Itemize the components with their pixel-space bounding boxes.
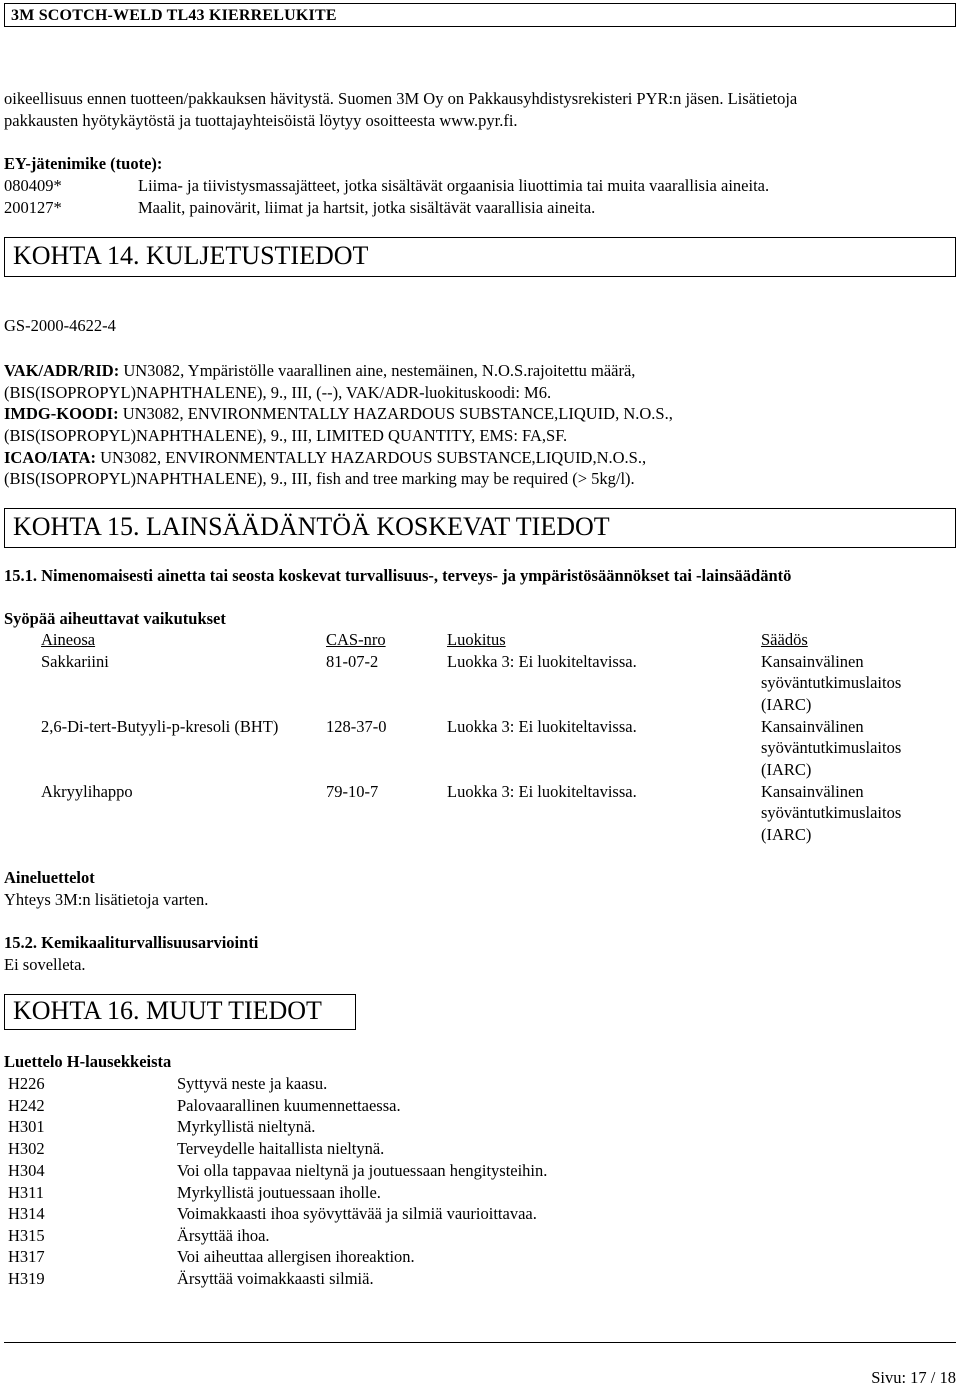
section-15-header: [4, 508, 956, 548]
h-code: H317: [8, 1247, 45, 1266]
table-cell-regulation: Kansainvälinen: [761, 782, 864, 801]
h-code: H304: [8, 1161, 45, 1180]
adr-line-1: [4, 360, 635, 382]
icao-label: ICAO/IATA:: [4, 448, 96, 467]
subsection-15-1: 15.1. Nimenomaisesti ainetta tai seosta koskevat turvallisuus-, terveys- ja ympäristösäännökset tai -lainsäädäntö: [4, 566, 792, 585]
table-cell-classification: Luokka 3: Ei luokiteltavissa.: [447, 782, 637, 801]
subsection-15-2: 15.2. Kemikaaliturvallisuusarviointi: [4, 933, 259, 952]
table-cell-regulation: syöväntutkimuslaitos: [761, 738, 902, 757]
icao-line-1: [4, 447, 646, 469]
table-header-substance: Aineosa: [41, 630, 96, 649]
footer-divider: [4, 1342, 956, 1343]
h-text: Syttyvä neste ja kaasu.: [177, 1074, 328, 1093]
table-header-classification: Luokitus: [447, 630, 506, 649]
imdg-line-2: (BIS(ISOPROPYL)NAPHTHALENE), 9., III, LIMITED QUANTITY, EMS: FA,SF.: [4, 426, 568, 445]
h-code: H226: [8, 1074, 45, 1093]
intro-line-1: oikeellisuus ennen tuotteen/pakkauksen hävitystä. Suomen 3M Oy on Pakkausyhdistysrekisteri PYR:n jäsen. Lisätietoja: [4, 89, 798, 108]
table-cell-cas: 128-37-0: [326, 717, 387, 736]
table-cell-regulation: Kansainvälinen: [761, 652, 864, 671]
h-code: H315: [8, 1226, 45, 1245]
adr-line-2: (BIS(ISOPROPYL)NAPHTHALENE), 9., III, (--), VAK/ADR-luokituskoodi: M6.: [4, 383, 552, 402]
waste-code: 200127*: [4, 198, 62, 217]
table-cell-substance: Akryylihappo: [41, 782, 133, 801]
section-15-title: KOHTA 15. LAINSÄÄDÄNTÖÄ KOSKEVAT TIEDOT: [13, 512, 610, 541]
document-title: 3M SCOTCH-WELD TL43 KIERRELUKITE: [11, 7, 337, 24]
h-code: H314: [8, 1204, 45, 1223]
h-code: H302: [8, 1139, 45, 1158]
subsection-15-2-text: Ei sovelleta.: [4, 955, 86, 974]
waste-text: Maalit, painovärit, liimat ja hartsit, jotka sisältävät vaarallisia aineita.: [138, 198, 596, 217]
h-text: Palovaarallinen kuumennettaessa.: [177, 1096, 401, 1115]
table-header-regulation: Säädös: [761, 630, 808, 649]
section-16-title: KOHTA 16. MUUT TIEDOT: [13, 996, 322, 1025]
icao-text: UN3082, ENVIRONMENTALLY HAZARDOUS SUBSTANCE,LIQUID,N.O.S.,: [95, 448, 647, 467]
h-text: Ärsyttää ihoa.: [177, 1226, 270, 1245]
h-code: H301: [8, 1117, 45, 1136]
adr-text: UN3082, Ympäristölle vaarallinen aine, nestemäinen, N.O.S.rajoitettu määrä,: [119, 361, 636, 380]
document-header: [4, 3, 956, 27]
inventories-heading: Aineluettelot: [4, 868, 95, 887]
inventories-text: Yhteys 3M:n lisätietoja varten.: [4, 890, 209, 909]
h-text: Ärsyttää voimakkaasti silmiä.: [177, 1269, 374, 1288]
h-code: H242: [8, 1096, 45, 1115]
section-14-title: KOHTA 14. KULJETUSTIEDOT: [13, 241, 369, 270]
h-text: Myrkyllistä nieltynä.: [177, 1117, 316, 1136]
adr-label: VAK/ADR/RID:: [4, 361, 120, 380]
imdg-label: IMDG-KOODI:: [4, 404, 119, 423]
waste-code: 080409*: [4, 176, 62, 195]
table-cell-regulation: (IARC): [761, 695, 812, 714]
table-cell-cas: 81-07-2: [326, 652, 379, 671]
table-header-cas: CAS-nro: [326, 630, 386, 649]
waste-text: Liima- ja tiivistysmassajätteet, jotka sisältävät orgaanisia liuottimia tai muita vaarallisia aineita.: [138, 176, 770, 195]
imdg-line-1: [4, 403, 673, 425]
h-text: Voi olla tappavaa nieltynä ja joutuessaan hengitysteihin.: [177, 1161, 548, 1180]
intro-line-2: pakkausten hyötykäytöstä ja tuottajayhteisöistä löytyy osoitteesta www.pyr.fi.: [4, 111, 518, 130]
h-text: Voimakkaasti ihoa syövyttävää ja silmiä vaurioittavaa.: [177, 1204, 537, 1223]
carcinogenic-heading: Syöpää aiheuttavat vaikutukset: [4, 609, 226, 628]
table-cell-classification: Luokka 3: Ei luokiteltavissa.: [447, 717, 637, 736]
h-text: Voi aiheuttaa allergisen ihoreaktion.: [177, 1247, 415, 1266]
table-cell-cas: 79-10-7: [326, 782, 379, 801]
page-number: Sivu: 17 / 18: [871, 1368, 956, 1387]
document-id: GS-2000-4622-4: [4, 316, 116, 335]
table-cell-substance: Sakkariini: [41, 652, 109, 671]
table-cell-regulation: syöväntutkimuslaitos: [761, 673, 902, 692]
h-statements-heading: Luettelo H-lausekkeista: [4, 1052, 172, 1071]
imdg-text: UN3082, ENVIRONMENTALLY HAZARDOUS SUBSTANCE,LIQUID, N.O.S.,: [118, 404, 673, 423]
table-cell-regulation: Kansainvälinen: [761, 717, 864, 736]
table-cell-classification: Luokka 3: Ei luokiteltavissa.: [447, 652, 637, 671]
waste-heading: EY-jätenimike (tuote):: [4, 154, 163, 173]
h-code: H311: [8, 1183, 45, 1202]
h-text: Myrkyllistä joutuessaan iholle.: [177, 1183, 381, 1202]
h-code: H319: [8, 1269, 45, 1288]
table-cell-regulation: (IARC): [761, 760, 812, 779]
table-cell-regulation: (IARC): [761, 825, 812, 844]
table-cell-substance: 2,6-Di-tert-Butyyli-p-kresoli (BHT): [41, 717, 279, 736]
table-cell-regulation: syöväntutkimuslaitos: [761, 803, 902, 822]
icao-line-2: (BIS(ISOPROPYL)NAPHTHALENE), 9., III, fish and tree marking may be required (> 5kg/l).: [4, 469, 635, 488]
section-14-header: [4, 237, 956, 277]
h-text: Terveydelle haitallista nieltynä.: [177, 1139, 385, 1158]
section-16-header: [4, 994, 356, 1030]
